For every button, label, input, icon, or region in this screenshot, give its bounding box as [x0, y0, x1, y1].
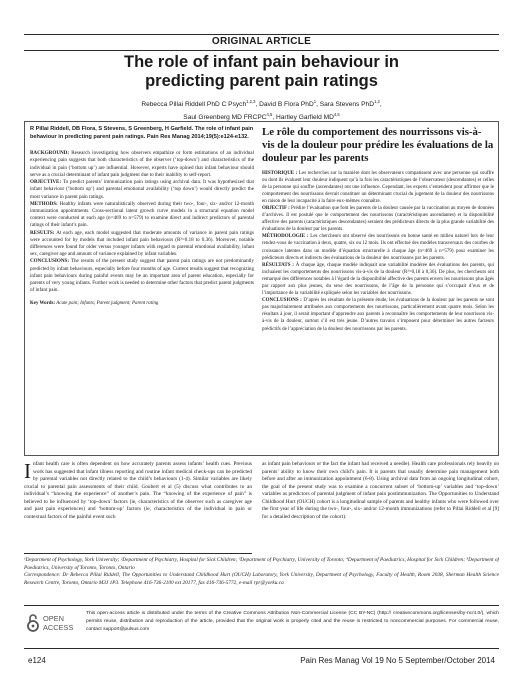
open-access-badge: [26, 611, 86, 635]
affiliations: [24, 557, 499, 601]
abstract-paragraph: [262, 170, 494, 205]
correspondence-text: Correspondence: Dr Rebecca Pillai Riddell, The Opportunities to Understand Childhood Hurt (OUCH) Laboratory, York University, Department of Psychology, Faculty of Health, Room 2038, Sherman Health Science Research Centre, Toronto, Ontario M3J 1P3. Telephone 416-736-2100 ext 20177, fax 416-736-5772, e-mail rpr@yorku.ca: [24, 572, 499, 586]
abstract-paragraph: [30, 179, 254, 201]
keywords-text: Acute pain; Infants; Parent judgment; Parent rating: [56, 300, 159, 306]
abstract-english: [30, 126, 254, 451]
abstract-text: Les recherches sur la manière dont les observateurs compatissent avec une personne qui souffre ou dont ils évaluent leur douleur indiquent qu’à la fois les caractéristiques de l’observateur (descendantes) et celles de la personne qui souffre (ascendantes) ont une influence. Cependant, les experts s’entendent pour affirmer que le comportement des nourrissons devrait constituer un déterminant crucial du jugement de la douleur des nourrissons en raison de leur incapacité à la faire eux-mêmes connaître.: [262, 170, 494, 204]
page-footer: [24, 656, 499, 670]
journal-info: Pain Res Manag Vol 19 No 5 September/October 2014: [300, 656, 495, 665]
page-number: e124: [28, 656, 46, 665]
abstract-paragraph: [30, 201, 254, 230]
affiliations-text: ¹Department of Psychology, York University; ²Department of Psychiatry, Hospital for Sick Children; ³Department of Psychiatry, University of Toronto; ⁴Department of Paediatrics, Hospital for Sick Children; ⁵Department of Paediatrics, University of Toronto, Toronto, Ontario: [24, 557, 499, 571]
authors-line-2: Saul Greenberg MD FRCPC$^{4,5}$, Hartley Garfield MD$^{4,5}$: [183, 112, 340, 122]
abstract-text: To predict parents’ immunization pain ratings using archival data. It was hypothesized that infant behaviour (‘bottom up’) and parental emotional availability (‘top down’) would directly predict the most variance in parent pain ratings.: [30, 179, 254, 200]
abstract-heading: RÉSULTATS :: [262, 262, 294, 268]
authors-line-1: Rebecca Pillai Riddell PhD C Psych$^{1,2,3}$, David B Flora PhD$^1$, Sara Stevens PhD$^{1,2}$,: [141, 99, 382, 109]
abstract-paragraph: [30, 258, 254, 294]
title-line-1: The role of infant pain behaviour in: [123, 53, 399, 71]
abstract-heading: BACKGROUND:: [30, 150, 70, 157]
abstract-paragraph: [262, 233, 494, 261]
body-right-column: [262, 461, 499, 549]
title-line-2: predicting parent pain ratings: [145, 72, 378, 90]
abstract-heading: OBJECTIVE:: [30, 179, 62, 186]
abstract-french-sections: [262, 170, 494, 333]
abstract-heading: RESULTS:: [30, 229, 55, 236]
abstract-heading: MÉTHODOLOGIE :: [262, 234, 309, 240]
authors: [100, 97, 423, 123]
abstract-paragraph: [262, 297, 494, 332]
abstract-text: At each age, each model suggested that moderate amounts of variance in parent pain ratings were accounted for by models that included infant pain behaviours (R²=0.18 to 0.36). Moreover, notable differences were found for older versus younger infants with regard to parental emotional availability, infant sex, caregiver age and amount of variance explained by infant variables.: [30, 229, 254, 258]
abstract-text: À chaque âge, chaque modèle indiquait une variabilité modérée des évaluations des parents, qui incluaient les comportements des nourrissons vis-à-vis de la douleur (R²=0,18 à 0,36). De plus, les chercheurs ont remarqué des différences notables à l’égard de la disponibilité affective des parents envers les nourrissons plus âgés par rapport aux plus jeunes, du sexe des nourrissons, de l’âge de la personne qui s’occupait d’eux et de l’importance de la variabilité expliquée selon les variables des nourrissons.: [262, 262, 494, 297]
abstract-text: Research investigating how observers empathize or form estimations of an individual experiencing pain suggests that both characteristics of the observer (‘top-down’) and characteristics of the individual in pain (‘bottom up’) are influential. However, experts have opined that infant behaviour should serve as a crucial determinant of infant pain judgment due to their inability to self-report.: [30, 150, 254, 178]
abstract-text: The results of the present study suggest that parent pain ratings are not predominantly predicted by infant behaviours, especially before four months of age. Current results suggest that recognizing infant pain behaviours during painful events may be an important area of parent education, especially for parents of very young infants. Further work is needed to determine other factors that predict parent judgments of infant pain.: [30, 258, 254, 294]
body-right-text: as infant pain behaviours or the fact the infant had received a needle). Health care professionals rely heavily on parents’ ability to know their own child’s pain. It is parents that usually determine pain management both before and after an immunization appointment (6-8). Using archival data from an ongoing longitudinal cohort, the goal of the present study was to examine a concurrent subset of ‘bottom-up’ variables and ‘top-down’ variables as predictors of parental judgment of infant pain postimmunization. The Opportunities to Understand Childhood Hurt (OUCH) cohort is a longitudinal sample of parents and healthy infants who were followed over the first year of life during the two-, four-, six- and/or 12-month immunizations (refer to Pillai Riddell et al [9] for a detailed description of the cohort).: [262, 461, 499, 520]
abstract-paragraph: [262, 262, 494, 297]
section-rule: [24, 50, 499, 51]
abstract-text: Healthy infants were naturalistically observed during their two-, four-, six- and/or 12-month immunization appointments. Cross-sectional latent growth curve models in a structural equation model context were conducted at each age (n=469 to n=579) to examine direct and indirect predictors of parental ratings of their infant’s pain.: [30, 200, 254, 229]
french-title: Le rôle du comportement des nourrissons vis-à-vis de la douleur pour prédire les évaluations de la douleur par les parents: [262, 126, 494, 165]
abstract-heading: CONCLUSIONS:: [30, 258, 70, 265]
abstract-keywords: [30, 301, 254, 308]
abstract-heading: OBJECTIF :: [262, 205, 290, 211]
abstract-text: Prédire l’évaluation que font les parents de la douleur causée par la vaccination au moyen de données d’archives. Il est postulé que le comportement des nourrissons (caractéristiques ascendantes) et la disponibilité affective des parents (caractéristiques descendantes) seraient des prédicteurs directs de la plus grande variabilité des évaluations de la douleur par les parents.: [262, 205, 494, 233]
body-left-column: [24, 461, 252, 549]
license-rule: [24, 605, 499, 606]
badge-line-2: ACCESS: [43, 622, 74, 632]
abstract-paragraph: [30, 150, 254, 179]
abstract-heading: CONCLUSIONS :: [262, 298, 302, 304]
abstract-heading: METHODS:: [30, 200, 58, 207]
section-label: ORIGINAL ARTICLE: [211, 36, 312, 47]
citation: R Pillai Riddell, DB Flora, S Stevens, S Greenberg, H Garfield. The role of infant pain behaviour in predicting parent pain ratings. Pain Res Manag 2014;19(5):e124-e132.: [30, 126, 254, 140]
open-access-icon: [26, 613, 40, 633]
license-text: This open-access article is distributed under the terms of the Creative Commons Attribution Non-Commercial License (CC BY-NC) (http:// creativecommons.org/licenses/by-nc/4.0/), which permits reuse, distribution and reproduction of the article, provided that the original work is properly cited and the reuse is restricted to noncommercial purposes. For commercial reuse, contact support@pulsus.com: [86, 611, 499, 632]
abstract-text: D’après les résultats de la présente étude, les évaluations de la douleur par les parents ne sont pas majoritairement attribuées aux comportements des nourrissons, particulièrement avant quatre mois. Selon les résultats à jour, il serait important d’apprendre aux parents à reconnaître les comportements de leur nourrisson vis-à-vis de la douleur, surtout s’il est très jeune. D’autres travaux s’imposent pour déterminer les autres facteurs prédictifs de l’appréciation de la douleur des nourrissons par les parents.: [262, 298, 494, 332]
abstract-paragraph: [30, 230, 254, 259]
body-left-text: nfant health care is often dependent on how accurately parents assess infants’ health cues. Previous work has suggested that infant illness reporting and routine infant medical check-ups can be predicted by parental variables not directly related to the child’s behaviours (1-4). Similar variables are likely crucial to parental pain assessments of their child. Goubert et al (5) discuss what contributes to an individual’s “knowing the experience” of another’s pain. The “knowing of the experience of pain” is believed to be influenced by ‘top-down’ factors (ie, characteristics of the observer such as caregiver age and past pain experiences) and ‘bottom-up’ factors (ie, characteristics of the individual in pain or contextual factors of the painful event such: [24, 461, 252, 520]
keywords-label: Key Words:: [30, 300, 56, 306]
abstract-english-sections: [30, 150, 254, 294]
badge-line-1: OPEN: [43, 614, 64, 623]
drop-cap: I: [24, 461, 31, 483]
affiliation-rule: [24, 553, 252, 554]
abstract-french: [262, 126, 494, 451]
abstract-text: Les chercheurs ont observé des nourrissons en bonne santé en milieu naturel lors de leur rendez-vous de vaccination à deux, quatre, six ou 12 mois. Ils ont effectué des modèles transversaux des courbes de croissance latentes dans un modèle d’équation structurelle à chaque âge (n=469 à n=579) pour examiner les prédicteurs directs et indirects des évaluations de la douleur des nourrissons par les parents.: [262, 234, 494, 261]
footer-rule: [24, 648, 499, 649]
abstract-heading: HISTORIQUE :: [262, 170, 298, 176]
article-title: [0, 53, 523, 91]
abstract-paragraph: [262, 205, 494, 233]
